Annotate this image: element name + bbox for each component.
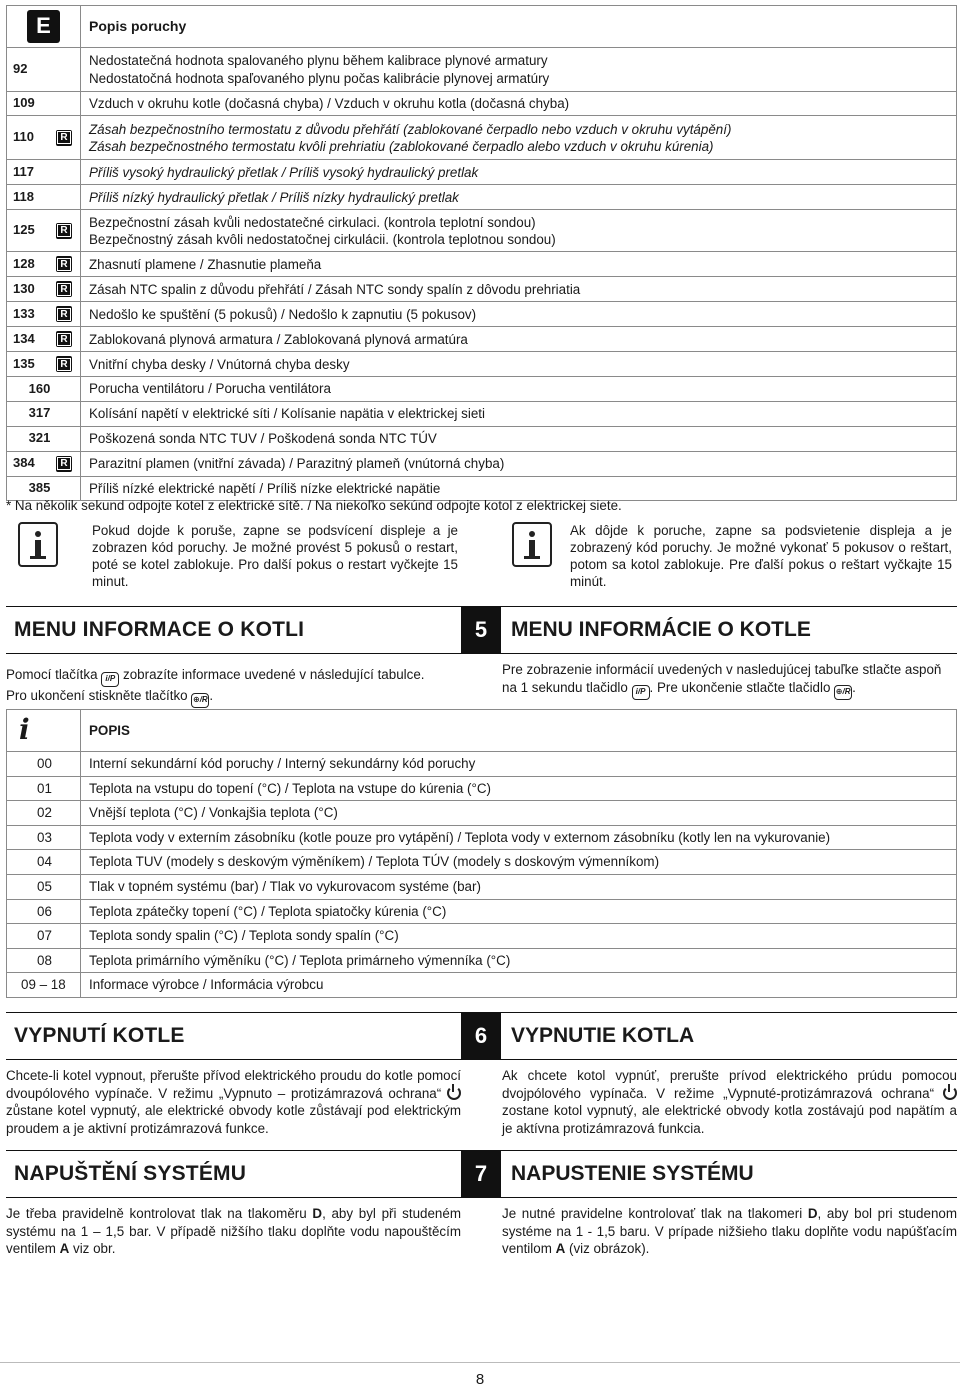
- error-code-table: [6, 5, 957, 501]
- menu-text-sk: Pre zobrazenie informácií uvedených v nasledujúcej tabuľke stlačte aspoň na 1 sekundu tlačidlo i/P . Pre ukončenie stlačte tlačidlo ⊕/R .: [502, 661, 957, 700]
- error-code: 117: [13, 163, 34, 179]
- error-description: [81, 377, 957, 401]
- info-description: Teplota na vstupu do topení (°C) / Teplota na vstupe do kúrenia (°C): [81, 776, 957, 801]
- info-description: Informace výrobce / Informácia výrobcu: [81, 973, 957, 998]
- error-row: [7, 377, 957, 401]
- section-7-header: [6, 1150, 957, 1198]
- page-number: 8: [475, 1371, 485, 1388]
- error-code: 130: [13, 280, 35, 296]
- info-table-header: [7, 710, 957, 752]
- error-code: 128: [13, 255, 35, 271]
- error-description: [81, 116, 957, 160]
- info-description: Tlak v topném systému (bar) / Tlak vo vykurovacom systéme (bar): [81, 874, 957, 899]
- info-row: [7, 752, 957, 777]
- reset-required-icon: R: [56, 331, 72, 347]
- exit-button-icon: ⊕/R: [834, 685, 852, 700]
- error-code: 135: [13, 355, 35, 371]
- info-code: 07: [7, 924, 81, 949]
- reset-required-icon: R: [56, 356, 72, 372]
- info-code: 01: [7, 776, 81, 801]
- reset-required-icon: R: [56, 456, 72, 472]
- error-code: 125: [13, 222, 35, 238]
- error-description-line: Příliš vysoký hydraulický přetlak / Príliš vysoký hydraulický pretlak: [89, 164, 479, 180]
- menu-text-cz: Pomocí tlačítka i/P zobrazíte informace uvedené v následující tabulce. Pro ukončení stiskněte tlačítko ⊕/R .: [6, 666, 461, 708]
- error-row: [7, 401, 957, 426]
- section-title-cz: NAPUŠTĚNÍ SYSTÉMU: [14, 1162, 247, 1186]
- error-description-line: Zhasnutí plamene / Zhasnutie plameňa: [89, 256, 322, 272]
- error-description-line: Zablokovaná plynová armatura / Zablokovaná plynová armatúra: [89, 331, 468, 347]
- section-5-header: [6, 606, 957, 654]
- info-i-icon: i: [19, 713, 30, 747]
- error-row: [7, 210, 957, 252]
- info-row: [7, 825, 957, 850]
- error-description-line: Bezpečnostní zásah kvůli nedostatečné cirkulaci. (kontrola teplotní sondou): [89, 214, 536, 230]
- switch-off-text-sk: Ak chcete kotol vypnúť, prerušte prívod elektrického prúdu pomocou dvojpólového vypínača. V režime „Vypnuté-protizámrazová ochrana“ zostane kotol vypnutý, ale elektrické obvody kotla zostávajú pod napätím a je aktívna protizámrazová funkcia.: [502, 1068, 957, 1136]
- error-code: 385: [28, 480, 51, 496]
- info-row: [7, 948, 957, 973]
- error-code: 384: [13, 455, 35, 471]
- info-code: 04: [7, 850, 81, 875]
- error-description: [81, 160, 957, 185]
- info-description: Teplota sondy spalin (°C) / Teplota sondy spalín (°C): [81, 924, 957, 949]
- error-code: 118: [13, 188, 34, 204]
- error-code: 134: [13, 330, 35, 346]
- error-description-line: Příliš nízké elektrické napětí / Príliš nízke elektrické napätie: [89, 480, 441, 496]
- error-code: 321: [28, 430, 51, 446]
- error-description: [81, 451, 957, 476]
- error-description: [81, 277, 957, 302]
- reset-required-icon: R: [56, 306, 72, 322]
- info-row: [7, 973, 957, 998]
- error-row: [7, 277, 957, 302]
- info-note-sk: [512, 522, 952, 590]
- reset-required-icon: R: [56, 223, 72, 239]
- error-row: [7, 426, 957, 451]
- error-row: [7, 252, 957, 277]
- exit-button-icon: ⊕/R: [191, 693, 209, 708]
- error-description: [81, 426, 957, 451]
- section-title-sk: VYPNUTIE KOTLA: [511, 1024, 695, 1048]
- power-icon: [943, 1086, 957, 1100]
- reset-required-icon: R: [56, 281, 72, 297]
- section-number: 5: [461, 607, 501, 653]
- info-button-icon: i/P: [632, 685, 650, 700]
- section-title-cz: MENU INFORMACE O KOTLI: [14, 618, 305, 642]
- error-description-line: Poškozená sonda NTC TUV / Poškodená sonda NTC TÚV: [89, 431, 437, 447]
- footer-divider: [0, 1362, 960, 1363]
- section-6-header: [6, 1012, 957, 1060]
- error-description-line: Zásah bezpečnostného termostatu kvôli prehriatiu (zablokované čerpadlo alebo vzduch v okruhu kúrenia): [89, 138, 714, 154]
- info-code: 03: [7, 825, 81, 850]
- error-code: 92: [13, 61, 28, 77]
- reset-footnote: * Na několik sekund odpojte kotel z elektrické sítě. / Na niekoľko sekúnd odpojte kotol z elektrickej siete.: [6, 498, 622, 513]
- info-icon: [512, 522, 552, 567]
- error-description-line: Nedošlo ke spuštění (5 pokusů) / Nedošlo k zapnutiu (5 pokusov): [89, 306, 477, 322]
- error-description: [81, 401, 957, 426]
- error-row: [7, 327, 957, 352]
- error-description-line: Zásah NTC spalin z důvodu přehřátí / Zásah NTC sondy spalín z dôvodu prehriatia: [89, 281, 581, 297]
- error-description-line: Vnitřní chyba desky / Vnútorná chyba desky: [89, 356, 350, 372]
- filling-text-sk: Je nutné pravidelne kontrolovať tlak na tlakomeri D, aby bol pri studenom systéme na 1 - 1,5 baru. V prípade nižšieho tlaku doplňte vodu napúšťacím ventilom A (viz obrázok).: [502, 1206, 957, 1256]
- error-description: [81, 48, 957, 92]
- error-row: [7, 48, 957, 92]
- error-description-line: Zásah bezpečnostního termostatu z důvodu přehřátí (zablokované čerpadlo nebo vzduch v okruhu vytápění): [89, 121, 732, 137]
- error-table-header: [7, 6, 957, 48]
- error-description: [81, 352, 957, 377]
- reset-required-icon: R: [56, 130, 72, 146]
- info-icon: [18, 522, 58, 567]
- info-description: Teplota zpátečky topení (°C) / Teplota spiatočky kúrenia (°C): [81, 899, 957, 924]
- error-description: [81, 252, 957, 277]
- section-title-sk: MENU INFORMÁCIE O KOTLE: [511, 618, 811, 642]
- info-row: [7, 924, 957, 949]
- error-code: 110: [13, 129, 34, 145]
- info-row: [7, 899, 957, 924]
- error-row: [7, 451, 957, 476]
- error-row: [7, 302, 957, 327]
- info-note-sk-text: Ak dôjde k poruche, zapne sa podsvietenie displeja a je zobrazený kód poruchy. Je možné vykonať 5 pokusov o reštart, potom sa kotol zablokuje. Pre ďalší pokus o reštart vyčkajte 15 minút.: [570, 523, 952, 589]
- error-description-line: Nedostatočná hodnota spaľovaného plynu počas kalibrácie plynovej armatúry: [89, 70, 550, 86]
- reset-required-icon: R: [56, 256, 72, 272]
- info-note-cz: [18, 522, 458, 590]
- info-button-icon: i/P: [101, 672, 119, 687]
- error-description: [81, 92, 957, 116]
- info-description: Teplota vody v externím zásobníku (kotle pouze pro vytápění) / Teplota vody v externom zásobníku (kotly len na vykurovanie): [81, 825, 957, 850]
- error-description-line: Porucha ventilátoru / Porucha ventilátora: [89, 381, 331, 397]
- error-code: 160: [28, 380, 51, 396]
- info-code: 08: [7, 948, 81, 973]
- info-description: Teplota primárního výměníku (°C) / Teplota primárneho výmenníka (°C): [81, 948, 957, 973]
- info-description: Teplota TUV (modely s deskovým výměníkem) / Teplota TÚV (modely s doskovým výmenníkom): [81, 850, 957, 875]
- info-row: [7, 850, 957, 875]
- error-e-icon: E: [27, 10, 60, 43]
- switch-off-text-cz: Chcete-li kotel vypnout, přerušte přívod elektrického proudu do kotle pomocí dvoupólového vypínače. V režimu „Vypnuto – protizámrazová ochrana“ zůstane kotel vypnutý, ale elektrické obvody kotle zůstávají pod elektrickým proudem a je aktivní protizámrazová funkce.: [6, 1068, 461, 1136]
- error-description-line: Nedostatečná hodnota spalovaného plynu během kalibrace plynové armatury: [89, 53, 548, 69]
- info-row: [7, 776, 957, 801]
- error-description: [81, 210, 957, 252]
- error-row: [7, 160, 957, 185]
- section-title-sk: NAPUSTENIE SYSTÉMU: [511, 1162, 754, 1186]
- info-note-cz-text: Pokud dojde k poruše, zapne se podsvícení displeje a je zobrazen kód poruchy. Je možné provést 5 pokusů o restart, poté se kotel zablokuje. Pro další pokus o restart vyčkejte 15 minut.: [92, 523, 458, 589]
- filling-text-cz: Je třeba pravidelně kontrolovat tlak na tlakoměru D, aby byl při studeném systému na 1 – 1,5 bar. V případě nižšího tlaku doplňte vodu napouštěcím ventilem A viz obr.: [6, 1206, 461, 1256]
- error-row: [7, 185, 957, 210]
- error-description: [81, 185, 957, 210]
- info-code: 06: [7, 899, 81, 924]
- error-description-line: Bezpečnostný zásah kvôli nedostatočnej cirkulácii. (kontrola teplotnou sondou): [89, 231, 556, 247]
- error-code: 133: [13, 305, 35, 321]
- info-description: Interní sekundární kód poruchy / Interný sekundárny kód poruchy: [81, 752, 957, 777]
- section-number: 7: [461, 1151, 501, 1197]
- error-description-line: Kolísání napětí v elektrické síti / Kolísanie napätia v elektrickej sieti: [89, 406, 485, 422]
- section-title-cz: VYPNUTÍ KOTLE: [14, 1024, 185, 1048]
- section-number: 6: [461, 1013, 501, 1059]
- error-description-line: Vzduch v okruhu kotle (dočasná chyba) / Vzduch v okruhu kotla (dočasná chyba): [89, 96, 570, 111]
- info-code: 09 – 18: [7, 973, 81, 998]
- error-description: [81, 327, 957, 352]
- error-table-title: Popis poruchy: [81, 6, 957, 48]
- info-code: 00: [7, 752, 81, 777]
- info-menu-table: [6, 709, 957, 998]
- error-description-line: Příliš nízký hydraulický přetlak / Príliš nízky hydraulický pretlak: [89, 189, 459, 205]
- error-code: 109: [13, 95, 35, 111]
- info-row: [7, 801, 957, 826]
- error-row: [7, 352, 957, 377]
- error-row: [7, 116, 957, 160]
- info-code: 02: [7, 801, 81, 826]
- error-row: [7, 92, 957, 116]
- info-description: Vnější teplota (°C) / Vonkajšia teplota (°C): [81, 801, 957, 826]
- info-code: 05: [7, 874, 81, 899]
- error-description: [81, 302, 957, 327]
- error-description-line: Parazitní plamen (vnitřní závada) / Parazitný plameň (vnútorná chyba): [89, 456, 505, 472]
- error-code: 317: [28, 405, 51, 421]
- power-icon: [447, 1086, 461, 1100]
- info-row: [7, 874, 957, 899]
- info-table-title: POPIS: [81, 710, 957, 752]
